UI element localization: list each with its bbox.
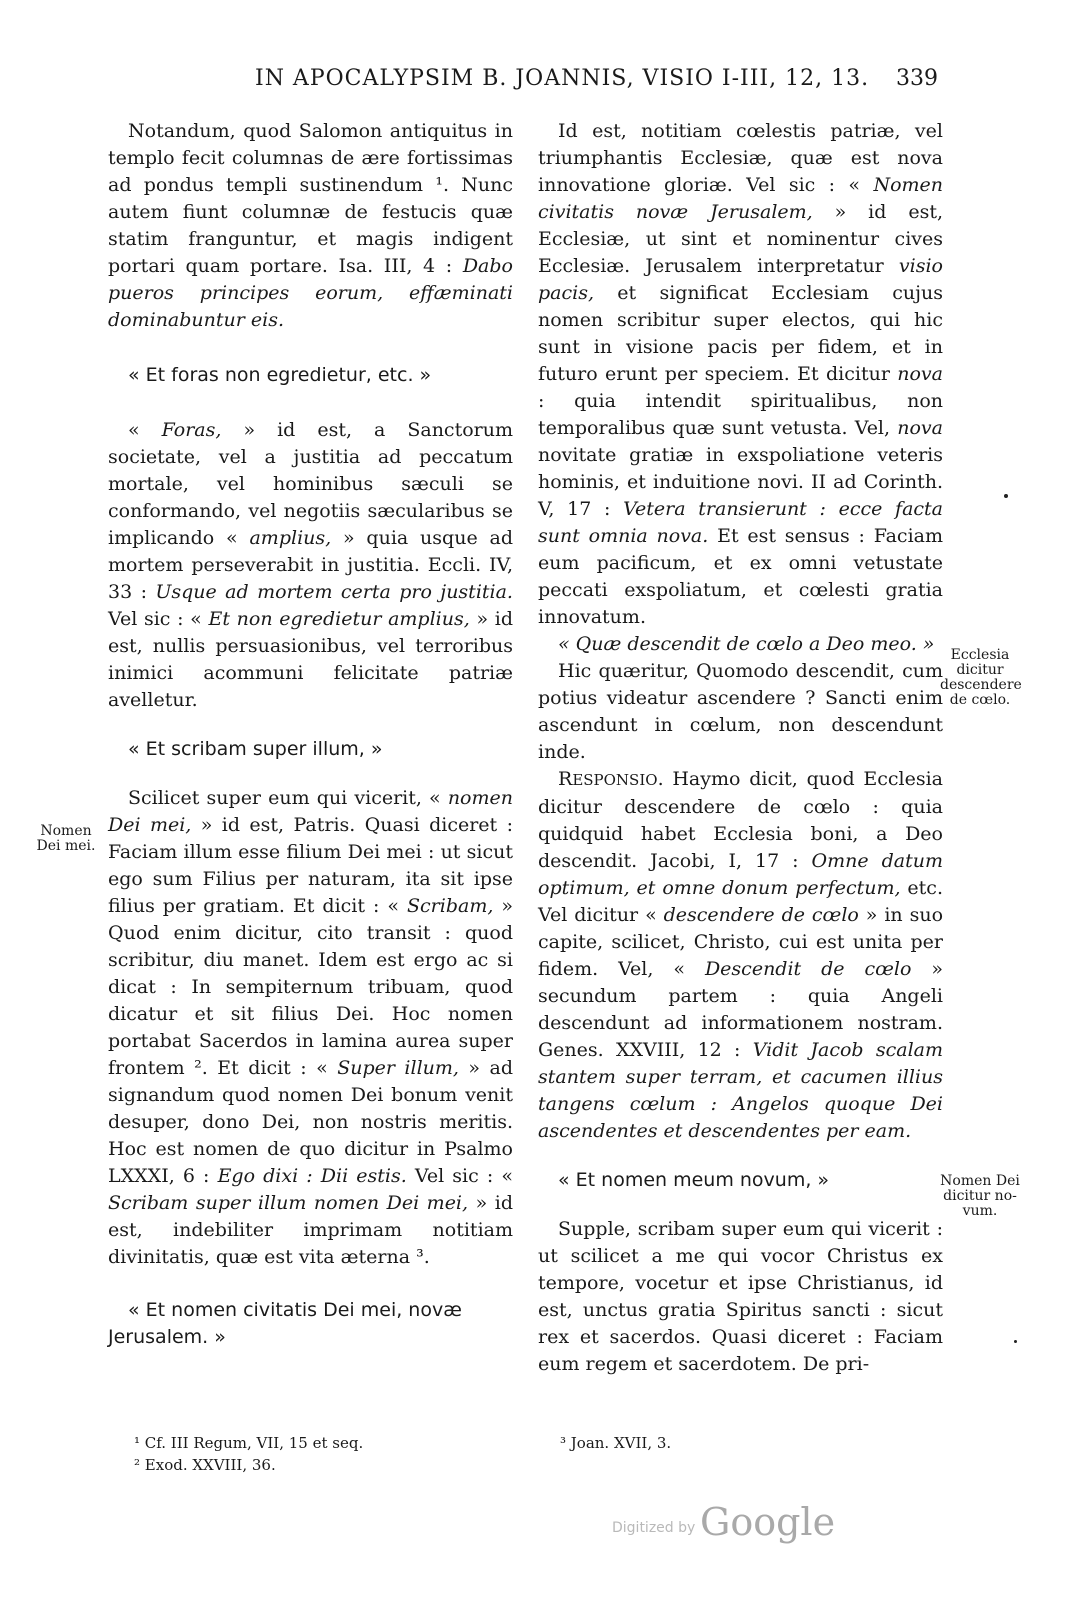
margin-note-ecclesia-dicitur	[940, 648, 1020, 708]
lemma-heading: « Et foras non egredietur, etc. »	[128, 364, 432, 386]
paragraph: Supple, scribam super eum qui vicerit : ut scilicet a me qui vocor Christus ex tempore, vocetur et ipse Christianus, id est, unctus gratia Spiritus sancti : sicut rex et sacerdos. Quasi diceret : Faciam eum regem et sacerdotem. De pri-	[538, 1218, 943, 1375]
margin-note-line: Dei mei.	[36, 838, 96, 854]
lemma-heading: « Et scribam super illum, »	[128, 738, 383, 760]
margin-note-line: dicitur no-	[943, 1188, 1017, 1204]
footnotes-left	[134, 1432, 514, 1476]
lemma-heading: « Et nomen civitatis Dei mei, novæ Jerusalem. »	[108, 1299, 462, 1348]
digitized-watermark	[612, 1500, 842, 1550]
footnote: ³ Joan. XVII, 3.	[560, 1434, 672, 1452]
digitized-label: Digitized by	[612, 1520, 696, 1536]
lemma-heading: « Quæ descendit de cœlo a Deo meo. »	[558, 633, 935, 655]
paragraph: Scilicet super eum qui vicerit, « nomen Dei mei, » id est, Patris. Quasi diceret : Faciam illum esse filium Dei mei : ut sicut ego sum Filius per naturam, ita sit ipse filius per gratiam. Et dicit : « Scribam, » Quod enim dicitur, cito transit : quod scribitur, diu manet. Idem est ergo ac si dicat : In sempiternum tribuam, quod dicatur et sit filius Dei. Hoc nomen portabat Sacerdos in lamina aurea super frontem ². Et dicit : « Super illum, » ad signandum quod nomen Dei bonum venit desuper, dono Dei, non nostris meritis. Hoc est nomen de quo dicitur in Psalmo LXXXI, 6 : Ego dixi : Dii estis. Vel sic : « Scribam super illum nomen Dei mei, » id est, indebiliter imprimam notitiam divinitatis, quæ est vita æterna ³.	[108, 787, 514, 1268]
google-logo: Google	[700, 1500, 836, 1544]
page-number: 339	[896, 66, 938, 91]
running-header	[0, 66, 1071, 102]
margin-note-nomen-dei-novum	[940, 1174, 1020, 1219]
paragraph: Hic quæritur, Quomodo descendit, cum potius videatur ascendere ? Sancti enim ascendunt in cœlum, non descendunt inde.	[538, 660, 943, 763]
lemma-heading: « Et nomen meum novum, »	[558, 1169, 830, 1191]
margin-note-nomen-dei-mei	[26, 824, 106, 854]
paragraph: RESPONSIO. Haymo dicit, quod Ecclesia dicitur descendere de cœlo : quia quidquid habet Ecclesia boni, a Deo descendit. Jacobi, I, 17 : Omne datum optimum, et omne donum perfectum, etc. Vel dicitur « descendere de cœlo » in suo capite, scilicet, Christo, cui est unita per fidem. Vel, « Descendit de cœlo » secundum partem : quia Angeli descendunt ad informationem nostram. Genes. XXVIII, 12 : Vidit Jacob scalam stantem super terram, et cacumen illius tangens cœlum : Angelos quoque Dei ascendentes et descendentes per eam.	[538, 768, 944, 1142]
paragraph: « Foras, » id est, a Sanctorum societate, vel a justitia ad peccatum mortale, vel hominibus sæculi se conformando, vel negotiis sæcularibus se implicando « amplius, » quia usque ad mortem perseverabit in justitia. Eccli. IV, 33 : Usque ad mortem certa pro justitia. Vel sic : « Et non egredietur amplius, » id est, nullis persuasionibus, vel terroribus inimici acommuni felicitate patriæ avelletur.	[108, 419, 513, 711]
ink-speck	[1014, 1340, 1017, 1343]
footnote: ¹ Cf. III Regum, VII, 15 et seq.	[134, 1434, 364, 1452]
margin-note-line: de cœlo.	[949, 692, 1011, 708]
margin-note-line: Ecclesia	[950, 647, 1010, 663]
running-title: IN APOCALYPSIM B. JOANNIS, VISIO I-III, 12, 13.	[255, 66, 870, 91]
margin-note-line: descendere	[940, 677, 1022, 693]
margin-note-line: Nomen	[40, 823, 92, 839]
paragraph: Id est, notitiam cœlestis patriæ, vel triumphantis Ecclesiæ, quæ est nova innovatione gloriæ. Vel sic : « Nomen civitatis novæ Jerusalem, » id est, Ecclesiæ, ut sint et nominentur cives Ecclesiæ. Jerusalem interpretatur visio pacis, et significat Ecclesiam cujus nomen scribitur super electos, qui hic sunt in visione pacis per fidem, et in futuro erunt per speciem. Et dicitur nova : quia intendit spiritualibus, non temporalibus quæ sunt vetusta. Vel, nova novitate gratiæ in exspoliatione veteris hominis, et induitione novi. II ad Corinth. V, 17 : Vetera transierunt : ecce facta sunt omnia nova. Et est sensus : Faciam eum pacificum, et ex omni vetustate peccati exspoliatum, et cœlesti gratia innovatum.	[538, 120, 943, 628]
footnote: ² Exod. XXVIII, 36.	[134, 1456, 276, 1474]
ink-speck	[1004, 494, 1008, 498]
right-column	[538, 118, 943, 1378]
paragraph: Notandum, quod Salomon antiquitus in templo fecit columnas de ære fortissimas ad pondus templi sustinendum ¹. Nunc autem fiunt columnæ de festucis quæ statim franguntur, et magis indigent portari quam portare. Isa. III, 4 : Dabo pueros principes eorum, effæminati dominabuntur eis.	[108, 120, 513, 331]
margin-note-line: vum.	[962, 1203, 998, 1219]
left-column	[108, 118, 513, 1351]
footnotes-right	[560, 1432, 940, 1454]
margin-note-line: dicitur	[956, 662, 1004, 678]
margin-note-line: Nomen Dei	[940, 1173, 1020, 1189]
